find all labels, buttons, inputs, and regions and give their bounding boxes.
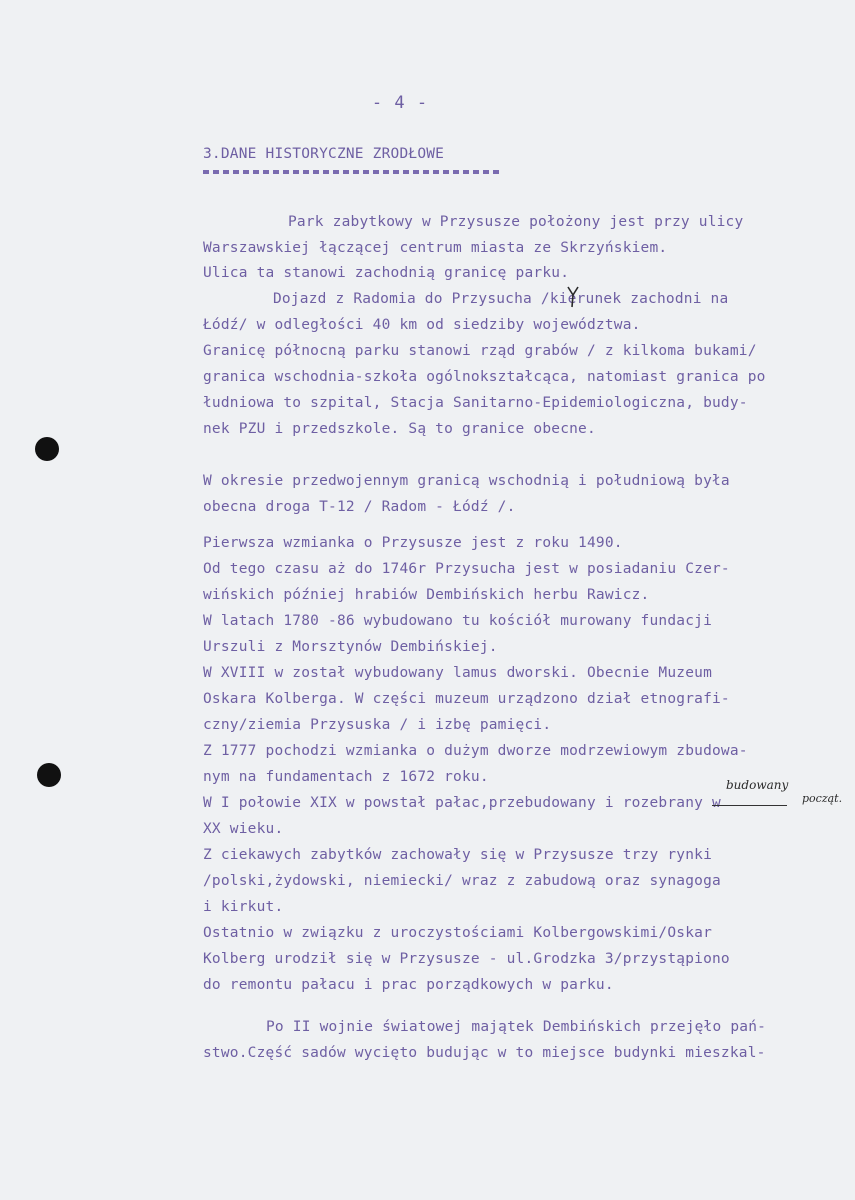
text-line: W XVIII w został wybudowany lamus dworski. Obecnie Muzeum [203,665,712,681]
text-line: Kolberg urodził się w Przysusze - ul.Grodzka 3/przystąpiono [203,951,730,967]
text-line: i kirkut. [203,899,284,915]
text-line: Urszuli z Morsztynów Dembińskiej. [203,639,498,655]
text-line: wińskich później hrabiów Dembińskich herbu Rawicz. [203,587,650,603]
page-number: - 4 - [371,93,429,113]
punch-hole-bottom [37,763,61,787]
text-line: Od tego czasu aż do 1746r Przysucha jest w posiadaniu Czer- [203,561,730,577]
handwritten-margin-note: począt. [802,792,843,805]
text-line: nek PZU i przedszkole. Są to granice obecne. [203,421,596,437]
strikethrough-mark [712,805,787,806]
text-line: W okresie przedwojennym granicą wschodnią i południową była [203,473,730,489]
text-line: Park zabytkowy w Przysusze położony jest przy ulicy [288,214,744,230]
text-line: łudniowa to szpital, Stacja Sanitarno-Epidemiologiczna, budy- [203,395,748,411]
handwritten-insertion: budowany [726,778,789,792]
text-line: XX wieku. [203,821,284,837]
text-line: do remontu pałacu i prac porządkowych w parku. [203,977,614,993]
text-line: /polski,żydowski, niemiecki/ wraz z zabudową oraz synagoga [203,873,721,889]
text-line: nym na fundamentach z 1672 roku. [203,769,489,785]
text-line: Oskara Kolberga. W części muzeum urządzono dział etnografi- [203,691,730,707]
text-line: granica wschodnia-szkoła ogólnokształcąca, natomiast granica po [203,369,766,385]
text-line: Pierwsza wzmianka o Przysusze jest z roku 1490. [203,535,623,551]
text-line: W I połowie XIX w powstał pałac,przebudowany i rozebrany w [203,795,721,811]
punch-hole-top [35,437,59,461]
text-line: Warszawskiej łączącej centrum miasta ze Skrzyńskiem. [203,240,668,256]
text-line: obecna droga T-12 / Radom - Łódź /. [203,499,516,515]
text-line: czny/ziemia Przysuska / i izbę pamięci. [203,717,552,733]
text-line: Po II wojnie światowej majątek Dembińskich przejęło pań- [266,1019,767,1035]
text-line: Z ciekawych zabytków zachowały się w Przysusze trzy rynki [203,847,712,863]
text-line: W latach 1780 -86 wybudowano tu kościół murowany fundacji [203,613,712,629]
text-line: Z 1777 pochodzi wzmianka o dużym dworze modrzewiowym zbudowa- [203,743,748,759]
text-line: Dojazd z Radomia do Przysucha /kierunek zachodni na [273,291,729,307]
text-line: Granicę północną parku stanowi rząd grabów / z kilkoma bukami/ [203,343,757,359]
heading-underline [203,170,499,174]
text-line: Ostatnio w związku z uroczystościami Kolbergowskimi/Oskar [203,925,712,941]
handwritten-correction-mark [566,285,580,309]
text-line: stwo.Część sadów wycięto budując w to miejsce budynki mieszkal- [203,1045,766,1061]
section-heading: 3.DANE HISTORYCZNE ZRODŁOWE [203,146,445,162]
text-line: Łódź/ w odległości 40 km od siedziby województwa. [203,317,641,333]
text-line: Ulica ta stanowi zachodnią granicę parku. [203,265,570,281]
